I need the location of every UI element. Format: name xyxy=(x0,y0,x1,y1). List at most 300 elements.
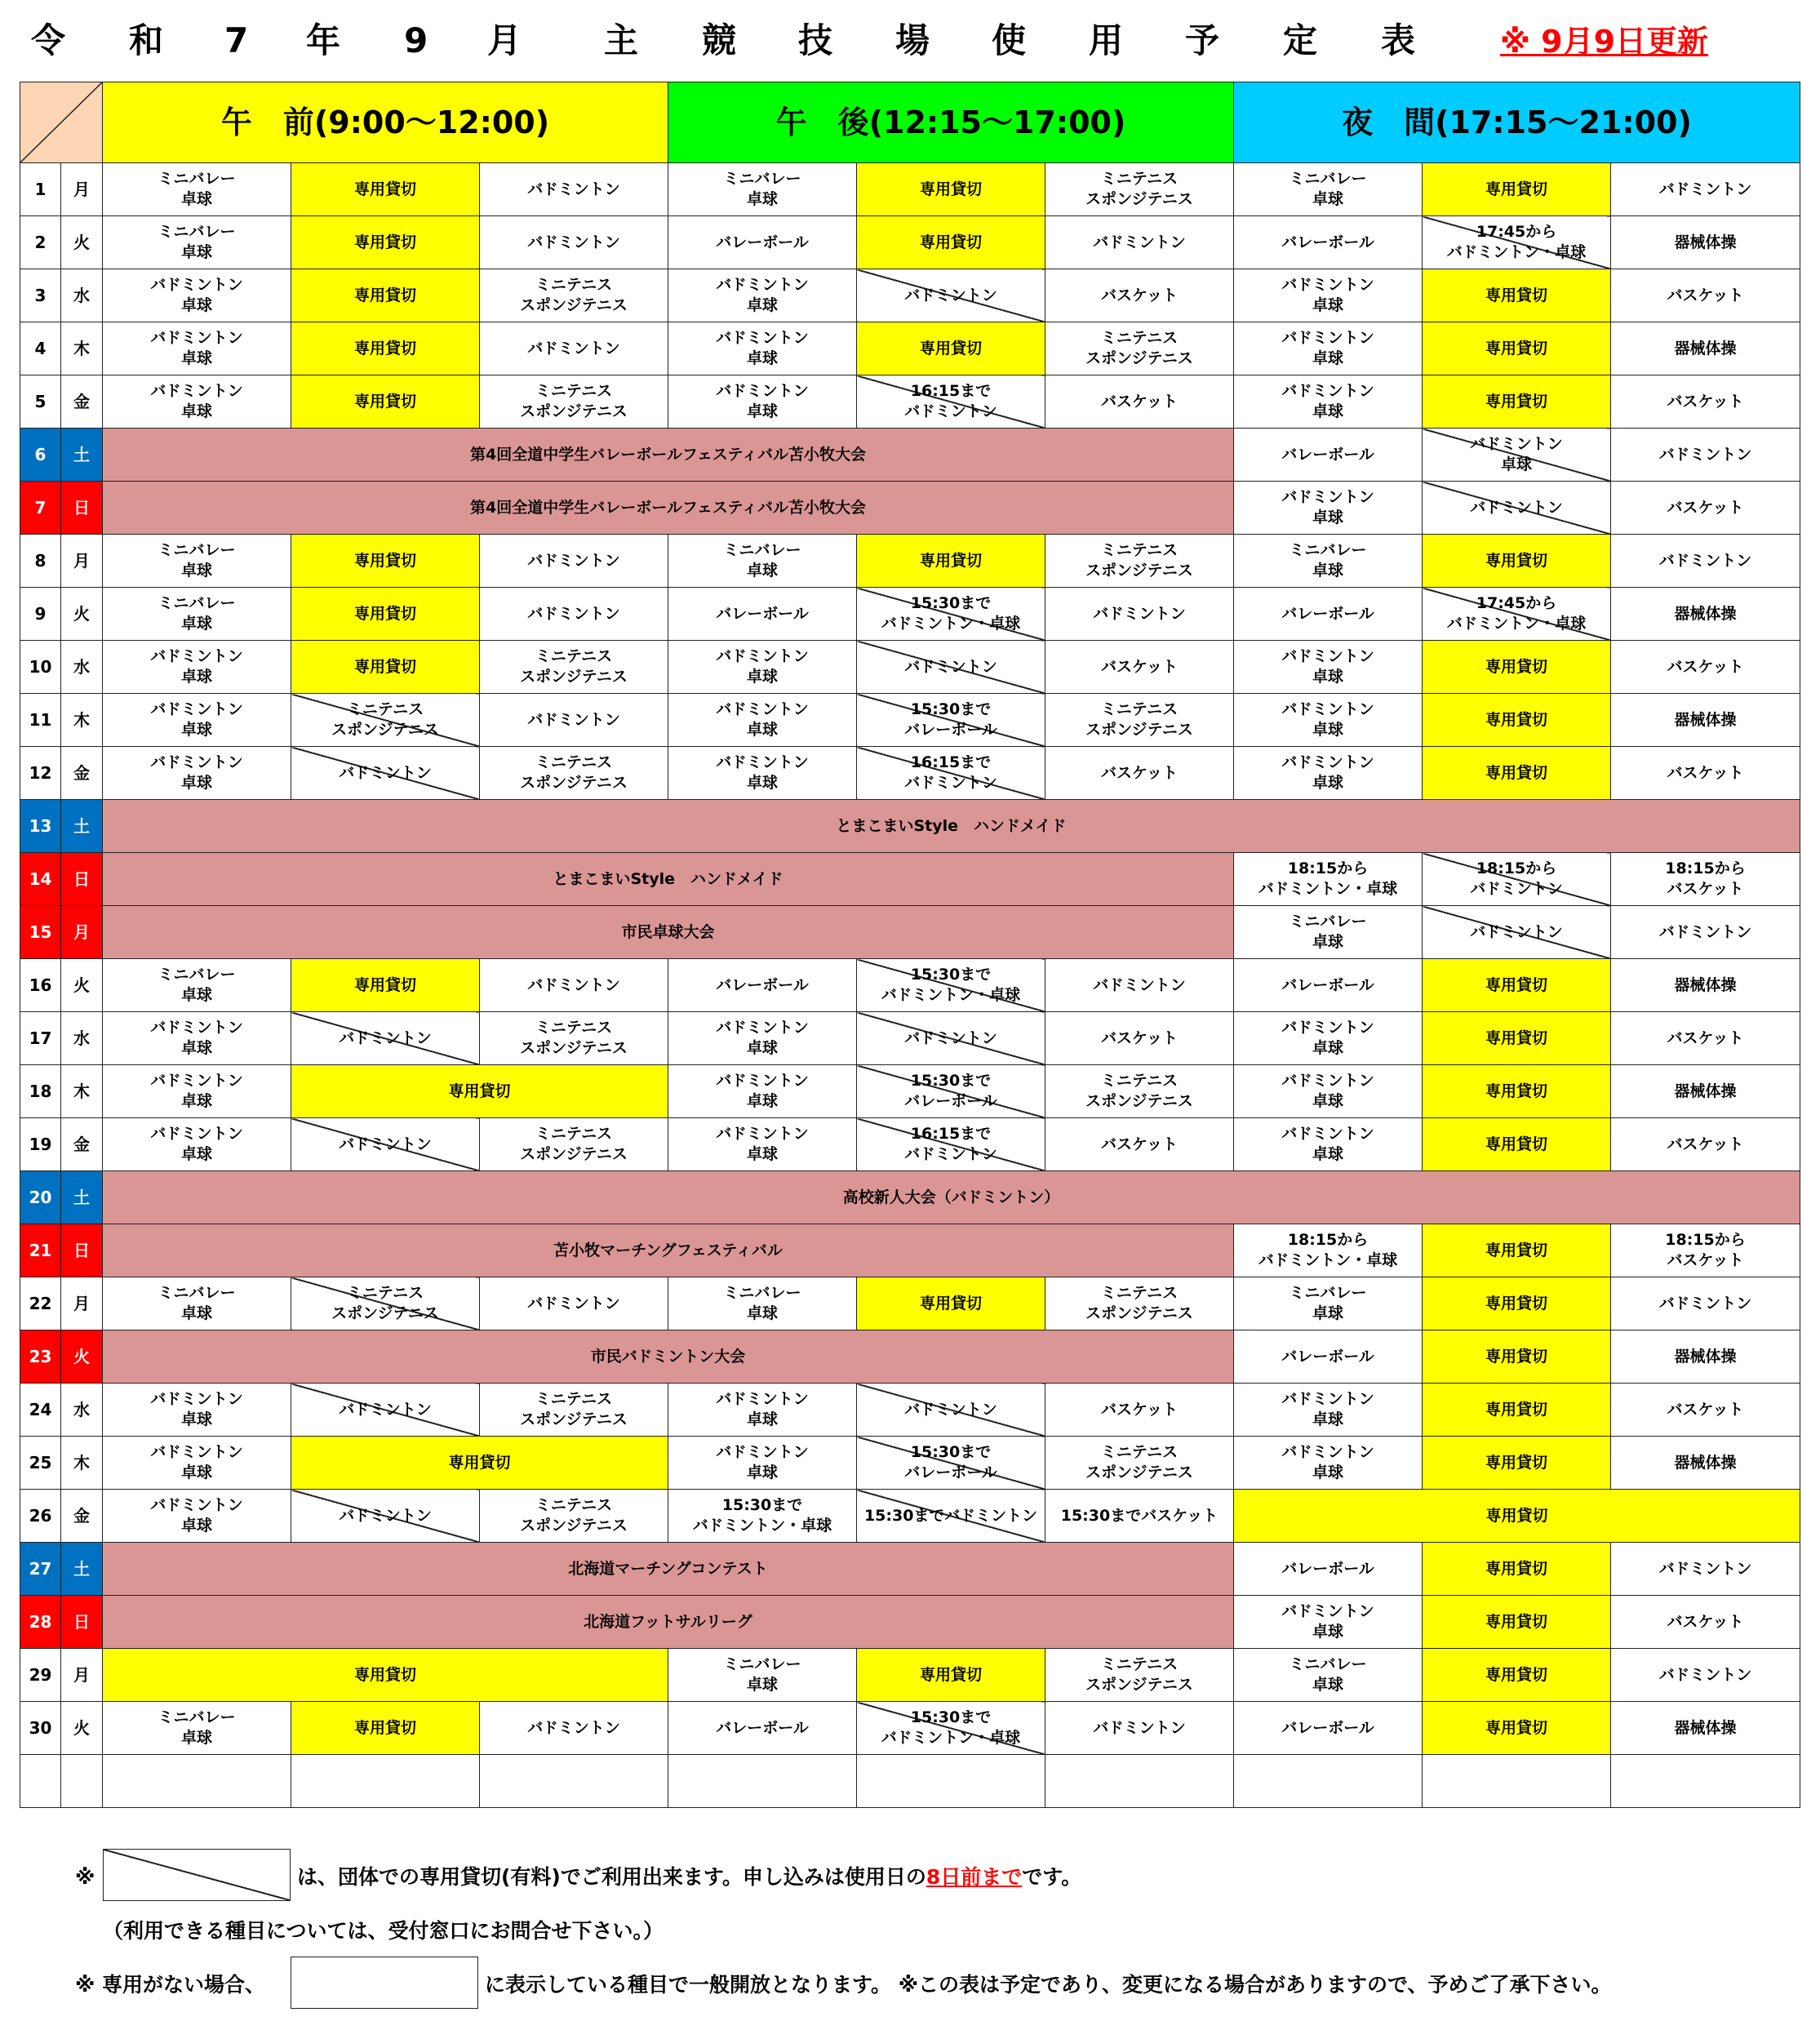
activity-cell xyxy=(1611,694,1800,747)
activity-cell xyxy=(668,747,857,800)
title-char: 7 xyxy=(224,20,249,60)
exclusive-rental-cell xyxy=(1423,1702,1611,1755)
date-cell: 22 xyxy=(20,1277,61,1330)
event-cell xyxy=(103,1543,1234,1596)
update-note: ※ 9月9日更新 xyxy=(1500,24,1709,60)
cell-label: バドミントン xyxy=(339,1028,432,1047)
activity-cell xyxy=(1611,747,1800,800)
date-cell: 5 xyxy=(20,375,61,429)
activity-cell xyxy=(1234,1224,1423,1277)
exclusive-rental-cell xyxy=(1423,269,1611,322)
cell-label: バドミントン xyxy=(1658,180,1752,198)
cell-label: 専用貸切 xyxy=(1485,286,1547,304)
cell-label: 専用貸切 xyxy=(1485,657,1547,676)
cell-label: バスケット xyxy=(1667,286,1744,304)
exclusive-rental-cell xyxy=(1423,1330,1611,1384)
table-row xyxy=(20,747,1800,800)
date-cell: 3 xyxy=(20,269,61,322)
group-rental-cell xyxy=(291,1277,480,1330)
activity-cell xyxy=(1045,1702,1234,1755)
cell-label: バレーボール xyxy=(716,233,809,251)
weekday-cell: 月 xyxy=(61,535,103,588)
activity-cell xyxy=(480,163,668,216)
exclusive-rental-cell xyxy=(291,588,480,641)
cell-label: 専用貸切 xyxy=(919,551,982,570)
cell-label: 苫小牧マーチングフェスティバル xyxy=(553,1241,783,1259)
cell-label: バドミントン xyxy=(527,339,620,358)
activity-cell xyxy=(1234,1437,1423,1490)
cell-label: バレーボール xyxy=(716,1718,809,1737)
cell-label: 専用貸切 xyxy=(353,392,416,411)
cell-label: バスケット xyxy=(1667,763,1744,782)
activity-cell xyxy=(1611,375,1800,429)
cell-label: 専用貸切 xyxy=(919,1294,982,1313)
activity-cell xyxy=(480,1118,668,1171)
header-evening: 夜 間(17:15～21:00) xyxy=(1234,82,1800,163)
cell-label: ミニテニス スポンジテニス xyxy=(1085,1072,1193,1110)
cell-label: バスケット xyxy=(1667,1135,1744,1153)
activity-cell xyxy=(1611,322,1800,375)
cell-label: ミニバレー 卓球 xyxy=(158,966,236,1004)
cell-label: 15:30までバスケット xyxy=(1060,1506,1219,1525)
activity-cell xyxy=(1234,216,1423,269)
date-cell: 18 xyxy=(20,1065,61,1118)
header-morning: 午 前(9:00～12:00) xyxy=(103,82,668,163)
date-cell: 11 xyxy=(20,694,61,747)
group-rental-cell xyxy=(291,694,480,747)
weekday-cell: 金 xyxy=(61,747,103,800)
activity-cell xyxy=(1045,1012,1234,1065)
activity-cell xyxy=(668,959,857,1012)
date-cell: 7 xyxy=(20,482,61,535)
cell-label: バドミントン xyxy=(339,1400,432,1419)
activity-cell xyxy=(480,1490,668,1543)
cell-label: 器械体操 xyxy=(1674,339,1737,358)
activity-cell xyxy=(480,1384,668,1437)
activity-cell xyxy=(480,269,668,322)
activity-cell xyxy=(1234,641,1423,694)
activity-cell xyxy=(1045,322,1234,375)
cell-label: バスケット xyxy=(1667,1612,1744,1631)
cell-label: バドミントン 卓球 xyxy=(1281,382,1374,420)
group-rental-cell xyxy=(291,1012,480,1065)
group-rental-cell xyxy=(1423,588,1611,641)
cell-label: バドミントン 卓球 xyxy=(150,1072,243,1110)
cell-label: 15:30までバドミントン xyxy=(863,1506,1038,1525)
activity-cell xyxy=(1234,535,1423,588)
cell-label: ミニバレー 卓球 xyxy=(723,1655,801,1694)
title-char: 令 xyxy=(31,20,66,60)
exclusive-rental-cell xyxy=(1423,535,1611,588)
header-afternoon: 午 後(12:15～17:00) xyxy=(668,82,1234,163)
cell-label: 15:30まで バドミントン・卓球 xyxy=(881,1708,1021,1747)
activity-cell xyxy=(668,1065,857,1118)
activity-cell xyxy=(1234,1330,1423,1384)
date-cell: 21 xyxy=(20,1224,61,1277)
cell-label: バドミントン 卓球 xyxy=(716,382,809,420)
activity-cell xyxy=(668,322,857,375)
activity-cell xyxy=(480,216,668,269)
date-cell: 24 xyxy=(20,1384,61,1437)
activity-cell xyxy=(668,694,857,747)
date-cell: 6 xyxy=(20,429,61,482)
activity-cell xyxy=(480,588,668,641)
activity-cell xyxy=(1045,216,1234,269)
cell-label: ミニテニス スポンジテニス xyxy=(520,1496,628,1535)
weekday-cell: 水 xyxy=(61,1384,103,1437)
cell-label: 16:15まで バドミントン xyxy=(904,382,997,420)
group-rental-cell xyxy=(857,959,1045,1012)
cell-label: バドミントン 卓球 xyxy=(716,700,809,739)
legend-plain-box xyxy=(291,1957,478,2009)
cell-label: バドミントン 卓球 xyxy=(1470,435,1563,473)
exclusive-rental-cell xyxy=(1423,1012,1611,1065)
cell-label: ミニテニス スポンジテニス xyxy=(1085,1284,1193,1322)
activity-cell xyxy=(480,322,668,375)
legend-line-3a: ※ 専用がない場合、 xyxy=(75,1973,266,1997)
cell-label: バドミントン 卓球 xyxy=(716,647,809,686)
activity-cell xyxy=(1234,906,1423,959)
cell-label: バレーボール xyxy=(1281,975,1374,994)
group-rental-cell xyxy=(857,1012,1045,1065)
activity-cell xyxy=(103,588,291,641)
cell-label: バドミントン 卓球 xyxy=(716,276,809,314)
empty-cell xyxy=(1234,1755,1423,1808)
cell-label: バレーボール xyxy=(716,604,809,623)
cell-label: 専用貸切 xyxy=(353,233,416,251)
cell-label: ミニバレー 卓球 xyxy=(158,170,236,208)
table-row xyxy=(20,269,1800,322)
event-cell xyxy=(103,429,1234,482)
weekday-cell: 土 xyxy=(61,1543,103,1596)
cell-label: 18:15から バスケット xyxy=(1665,1231,1746,1269)
cell-label: バドミントン xyxy=(339,1135,432,1153)
cell-label: バスケット xyxy=(1100,763,1179,782)
activity-cell xyxy=(668,641,857,694)
table-row xyxy=(20,694,1800,747)
activity-cell xyxy=(103,1702,291,1755)
cell-label: 専用貸切 xyxy=(353,657,416,676)
activity-cell xyxy=(103,747,291,800)
weekday-cell: 日 xyxy=(61,1224,103,1277)
weekday-cell: 日 xyxy=(61,482,103,535)
group-rental-cell xyxy=(291,1118,480,1171)
cell-label: 専用貸切 xyxy=(1485,975,1547,994)
exclusive-rental-cell xyxy=(1423,747,1611,800)
cell-label: ミニバレー 卓球 xyxy=(1289,913,1367,951)
activity-cell xyxy=(480,375,668,429)
activity-cell xyxy=(480,1277,668,1330)
group-rental-cell xyxy=(857,1490,1045,1543)
activity-cell xyxy=(1611,1065,1800,1118)
cell-label: 専用貸切 xyxy=(353,975,416,994)
cell-label: 専用貸切 xyxy=(1485,1559,1547,1578)
cell-label: 専用貸切 xyxy=(1485,1135,1547,1153)
weekday-cell: 金 xyxy=(61,375,103,429)
activity-cell xyxy=(1234,694,1423,747)
event-cell xyxy=(103,482,1234,535)
activity-cell xyxy=(668,1012,857,1065)
group-rental-cell xyxy=(1423,853,1611,906)
exclusive-rental-cell xyxy=(1423,1277,1611,1330)
activity-cell xyxy=(668,375,857,429)
cell-label: 専用貸切 xyxy=(1485,1028,1547,1047)
cell-label: 専用貸切 xyxy=(353,180,416,198)
cell-label: 専用貸切 xyxy=(1485,1294,1547,1313)
cell-label: 15:30まで バレーボール xyxy=(904,1072,997,1110)
blank-row xyxy=(20,1755,1800,1808)
title-char: 使 xyxy=(992,20,1027,60)
exclusive-rental-cell xyxy=(291,269,480,322)
exclusive-rental-cell xyxy=(1423,1384,1611,1437)
cell-label: バドミントン xyxy=(527,1718,620,1737)
activity-cell xyxy=(668,535,857,588)
weekday-cell: 火 xyxy=(61,1330,103,1384)
activity-cell xyxy=(668,269,857,322)
activity-cell xyxy=(1611,1330,1800,1384)
group-rental-cell xyxy=(857,1384,1045,1437)
activity-cell xyxy=(1234,1118,1423,1171)
cell-label: バドミントン 卓球 xyxy=(150,1125,243,1163)
cell-label: バスケット xyxy=(1667,1028,1744,1047)
cell-label: バドミントン 卓球 xyxy=(716,1443,809,1481)
date-cell: 20 xyxy=(20,1171,61,1224)
cell-label: 専用貸切 xyxy=(448,1082,511,1100)
activity-cell xyxy=(1045,694,1234,747)
weekday-cell: 木 xyxy=(61,1437,103,1490)
activity-cell xyxy=(480,1012,668,1065)
activity-cell xyxy=(1234,163,1423,216)
cell-label: バドミントン 卓球 xyxy=(150,382,243,420)
cell-label: 高校新人大会（バドミントン） xyxy=(842,1188,1060,1206)
cell-label: バレーボール xyxy=(1281,1718,1374,1737)
legend-deadline: 8日前まで xyxy=(926,1865,1023,1889)
group-rental-cell xyxy=(291,747,480,800)
weekday-cell: 土 xyxy=(61,800,103,853)
cell-label: ミニテニス スポンジテニス xyxy=(1085,329,1193,367)
date-cell: 4 xyxy=(20,322,61,375)
activity-cell xyxy=(480,959,668,1012)
event-cell xyxy=(103,1596,1234,1649)
activity-cell xyxy=(103,535,291,588)
activity-cell xyxy=(1045,588,1234,641)
date-cell: 2 xyxy=(20,216,61,269)
table-row xyxy=(20,1384,1800,1437)
activity-cell xyxy=(1234,269,1423,322)
date-cell: 12 xyxy=(20,747,61,800)
activity-cell xyxy=(1045,641,1234,694)
activity-cell xyxy=(1611,1437,1800,1490)
cell-label: 15:30まで バドミントン・卓球 xyxy=(881,594,1021,633)
date-cell: 10 xyxy=(20,641,61,694)
cell-label: 15:30まで バレーボール xyxy=(904,1443,997,1481)
cell-label: ミニテニス スポンジテニス xyxy=(1085,1655,1193,1694)
cell-label: 専用貸切 xyxy=(919,180,982,198)
cell-label: 市民卓球大会 xyxy=(621,922,715,941)
activity-cell xyxy=(1045,1437,1234,1490)
table-row xyxy=(20,1490,1800,1543)
activity-cell xyxy=(1234,588,1423,641)
activity-cell xyxy=(1234,1012,1423,1065)
cell-label: ミニテニス スポンジテニス xyxy=(520,382,628,420)
activity-cell xyxy=(1045,747,1234,800)
empty-cell xyxy=(1423,1755,1611,1808)
date-cell: 17 xyxy=(20,1012,61,1065)
cell-label: バドミントン xyxy=(904,657,997,676)
cell-label: ミニバレー 卓球 xyxy=(158,594,236,633)
cell-label: バドミントン xyxy=(904,1028,997,1047)
weekday-cell: 火 xyxy=(61,588,103,641)
activity-cell xyxy=(668,1277,857,1330)
activity-cell xyxy=(1234,1384,1423,1437)
empty-cell xyxy=(857,1755,1045,1808)
activity-cell xyxy=(480,641,668,694)
cell-label: バスケット xyxy=(1100,392,1179,411)
cell-label: バドミントン xyxy=(1093,1718,1186,1737)
activity-cell xyxy=(1045,269,1234,322)
group-rental-cell xyxy=(857,1118,1045,1171)
cell-label: 専用貸切 xyxy=(353,339,416,358)
cell-label: バドミントン xyxy=(1093,233,1186,251)
weekday-cell: 土 xyxy=(61,1171,103,1224)
cell-label: ミニバレー 卓球 xyxy=(1289,541,1367,580)
activity-cell xyxy=(103,1118,291,1171)
activity-cell xyxy=(1611,535,1800,588)
activity-cell xyxy=(103,1490,291,1543)
activity-cell xyxy=(103,1277,291,1330)
activity-cell xyxy=(1045,1065,1234,1118)
activity-cell xyxy=(1234,1702,1423,1755)
cell-label: 専用貸切 xyxy=(1485,339,1547,358)
activity-cell xyxy=(1611,269,1800,322)
activity-cell xyxy=(668,588,857,641)
cell-label: 器械体操 xyxy=(1674,1718,1737,1737)
cell-label: 16:15まで バドミントン xyxy=(904,753,997,792)
cell-label: 専用貸切 xyxy=(1485,763,1547,782)
cell-label: バスケット xyxy=(1667,392,1744,411)
cell-label: とまこまいStyle ハンドメイド xyxy=(836,816,1067,835)
cell-label: バドミントン 卓球 xyxy=(1281,1390,1374,1428)
cell-label: 専用貸切 xyxy=(448,1453,511,1472)
cell-label: ミニテニス スポンジテニス xyxy=(1085,170,1193,208)
cell-label: ミニバレー 卓球 xyxy=(1289,170,1367,208)
cell-label: バドミントン 卓球 xyxy=(150,700,243,739)
empty-cell xyxy=(103,1755,291,1808)
cell-label: ミニテニス スポンジテニス xyxy=(1085,1443,1193,1481)
cell-label: バドミントン 卓球 xyxy=(150,1390,243,1428)
weekday-cell: 火 xyxy=(61,216,103,269)
cell-label: バスケット xyxy=(1100,286,1179,304)
group-rental-cell xyxy=(857,747,1045,800)
cell-label: 器械体操 xyxy=(1674,604,1737,623)
cell-label: バドミントン 卓球 xyxy=(1281,753,1374,792)
group-rental-cell xyxy=(857,588,1045,641)
activity-cell xyxy=(1611,1702,1800,1755)
activity-cell xyxy=(1045,1490,1234,1543)
group-rental-cell xyxy=(857,694,1045,747)
cell-label: バドミントン 卓球 xyxy=(716,1125,809,1163)
activity-cell xyxy=(668,1649,857,1702)
activity-cell xyxy=(1611,906,1800,959)
activity-cell xyxy=(1045,1277,1234,1330)
cell-label: 専用貸切 xyxy=(353,551,416,570)
activity-cell xyxy=(668,1490,857,1543)
cell-label: ミニバレー 卓球 xyxy=(723,1284,801,1322)
activity-cell xyxy=(480,747,668,800)
cell-label: ミニテニス スポンジテニス xyxy=(1085,700,1193,739)
cell-label: ミニバレー 卓球 xyxy=(723,170,801,208)
activity-cell xyxy=(1234,747,1423,800)
table-row xyxy=(20,429,1800,482)
cell-label: バドミントン 卓球 xyxy=(716,1072,809,1110)
activity-cell xyxy=(103,1384,291,1437)
cell-label: とまこまいStyle ハンドメイド xyxy=(553,869,783,888)
cell-label: バレーボール xyxy=(716,975,809,994)
cell-label: 器械体操 xyxy=(1674,1082,1737,1100)
cell-label: バレーボール xyxy=(1281,1347,1374,1366)
table-row xyxy=(20,322,1800,375)
date-cell: 23 xyxy=(20,1330,61,1384)
cell-label: バドミントン 卓球 xyxy=(150,1443,243,1481)
activity-cell xyxy=(103,694,291,747)
activity-cell xyxy=(1045,163,1234,216)
cell-label: 北海道フットサルリーグ xyxy=(584,1612,752,1631)
exclusive-rental-cell xyxy=(857,322,1045,375)
group-rental-cell xyxy=(857,1065,1045,1118)
activity-cell xyxy=(1045,535,1234,588)
exclusive-rental-cell xyxy=(857,1649,1045,1702)
cell-label: ミニテニス スポンジテニス xyxy=(520,1019,628,1057)
group-rental-cell xyxy=(857,269,1045,322)
cell-label: 17:45から バドミントン・卓球 xyxy=(1446,223,1587,261)
exclusive-rental-cell xyxy=(1423,1065,1611,1118)
empty-cell xyxy=(61,1755,103,1808)
legend-slashed-box xyxy=(103,1849,291,1901)
table-row xyxy=(20,853,1800,906)
cell-label: バドミントン xyxy=(1658,551,1752,570)
event-cell xyxy=(103,1224,1234,1277)
cell-label: 15:30まで バレーボール xyxy=(904,700,997,739)
activity-cell xyxy=(1234,429,1423,482)
weekday-cell: 月 xyxy=(61,1649,103,1702)
exclusive-rental-cell xyxy=(1423,1118,1611,1171)
cell-label: 17:45から バドミントン・卓球 xyxy=(1446,594,1587,633)
date-cell: 13 xyxy=(20,800,61,853)
weekday-cell: 水 xyxy=(61,269,103,322)
cell-label: バスケット xyxy=(1100,1400,1179,1419)
event-cell xyxy=(103,1171,1800,1224)
cell-label: ミニテニス スポンジテニス xyxy=(520,276,628,314)
cell-label: バドミントン xyxy=(527,604,620,623)
cell-label: バドミントン 卓球 xyxy=(1281,488,1374,526)
cell-label: バドミントン 卓球 xyxy=(150,1019,243,1057)
cell-label: バドミントン xyxy=(527,975,620,994)
activity-cell xyxy=(103,1065,291,1118)
exclusive-rental-cell xyxy=(1423,1224,1611,1277)
cell-label: 専用貸切 xyxy=(1485,1347,1547,1366)
activity-cell xyxy=(1234,1649,1423,1702)
table-row xyxy=(20,959,1800,1012)
cell-label: バドミントン 卓球 xyxy=(150,1496,243,1535)
cell-label: 専用貸切 xyxy=(1485,392,1547,411)
cell-label: 器械体操 xyxy=(1674,710,1737,729)
group-rental-cell xyxy=(1423,482,1611,535)
title-char: 技 xyxy=(798,20,833,60)
cell-label: バドミントン xyxy=(904,286,997,304)
group-rental-cell xyxy=(857,1702,1045,1755)
weekday-cell: 月 xyxy=(61,163,103,216)
exclusive-rental-cell xyxy=(1423,163,1611,216)
